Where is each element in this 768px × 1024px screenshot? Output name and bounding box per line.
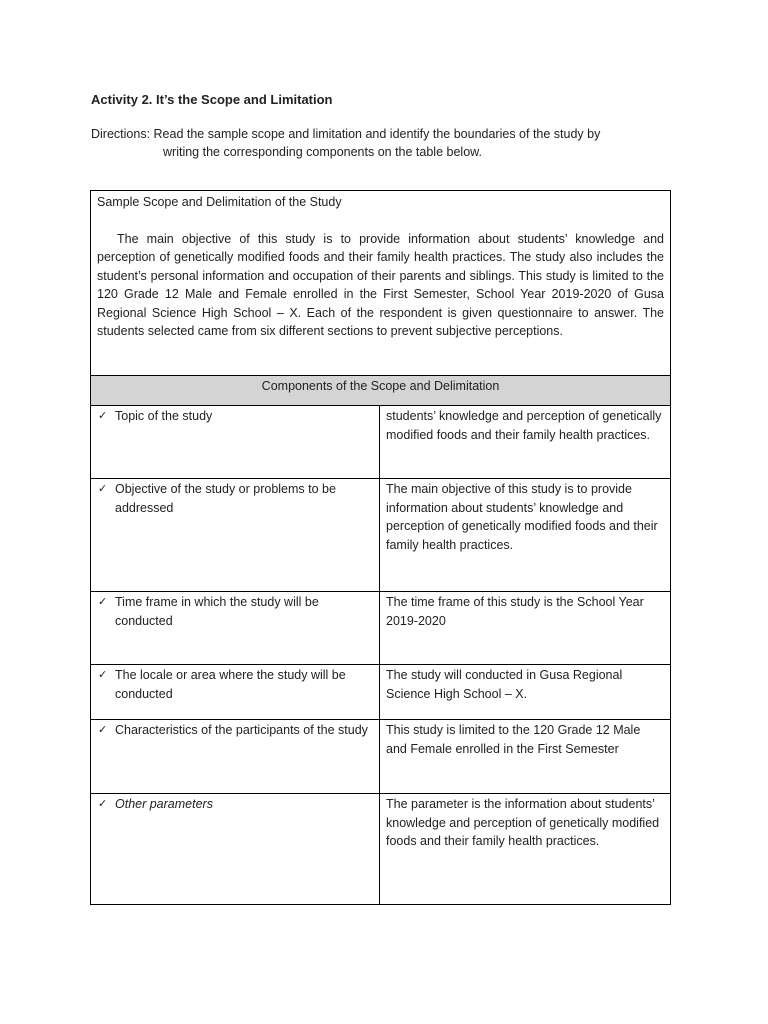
checkmark-icon: ✓ bbox=[98, 797, 108, 810]
directions bbox=[91, 125, 681, 161]
sample-row bbox=[91, 191, 671, 376]
component-label-cell bbox=[91, 479, 380, 592]
activity-title: Activity 2. It’s the Scope and Limitation bbox=[91, 92, 333, 107]
table-row bbox=[91, 720, 671, 794]
table-row bbox=[91, 794, 671, 905]
checkmark-icon: ✓ bbox=[98, 668, 108, 681]
component-label: Time frame in which the study will be conducted bbox=[115, 595, 319, 628]
component-answer: The parameter is the information about students’ knowledge and perception of genetically modified foods and their family health practices. bbox=[380, 794, 671, 905]
component-label: Objective of the study or problems to be addressed bbox=[115, 482, 336, 515]
checkmark-icon: ✓ bbox=[98, 409, 108, 422]
table-row bbox=[91, 479, 671, 592]
component-label: Characteristics of the participants of the study bbox=[115, 723, 368, 737]
component-label-cell bbox=[91, 794, 380, 905]
component-answer: The time frame of this study is the School Year 2019-2020 bbox=[380, 592, 671, 665]
components-header: Components of the Scope and Delimitation bbox=[91, 376, 671, 406]
directions-line-2: writing the corresponding components on the table below. bbox=[163, 145, 482, 159]
table-row bbox=[91, 592, 671, 665]
component-label-cell bbox=[91, 592, 380, 665]
checkmark-icon: ✓ bbox=[98, 595, 108, 608]
component-answer: The study will conducted in Gusa Regional Science High School – X. bbox=[380, 665, 671, 720]
component-answer: This study is limited to the 120 Grade 12 Male and Female enrolled in the First Semester bbox=[380, 720, 671, 794]
checkmark-icon: ✓ bbox=[98, 723, 108, 736]
table-row bbox=[91, 406, 671, 479]
scope-table bbox=[90, 190, 671, 905]
component-answer: students’ knowledge and perception of genetically modified foods and their family health practices. bbox=[380, 406, 671, 479]
components-header-row bbox=[91, 376, 671, 406]
sample-cell bbox=[91, 191, 671, 376]
directions-label: Directions: bbox=[91, 127, 151, 141]
component-label-cell bbox=[91, 665, 380, 720]
component-label-cell bbox=[91, 406, 380, 479]
component-label: Other parameters bbox=[115, 797, 213, 811]
component-label: The locale or area where the study will be conducted bbox=[115, 668, 346, 701]
sample-title: Sample Scope and Delimitation of the Study bbox=[97, 195, 342, 209]
component-answer: The main objective of this study is to provide information about students’ knowledge and perception of genetically modified foods and their family health practices. bbox=[380, 479, 671, 592]
sample-paragraph: The main objective of this study is to provide information about students’ knowledge and perception of genetically modified foods and their family health practices. The study also includes the student’s personal information and occupation of their parents and siblings. This study is limited to the 120 Grade 12 Male and Female enrolled in the First Semester, School Year 2019-2020 of Gusa Regional Science High School – X. Each of the respondent is given questionnaire to answer. The students selected came from six different sections to prevent subjective perceptions. bbox=[97, 231, 664, 338]
table-row bbox=[91, 665, 671, 720]
directions-line-1: Read the sample scope and limitation and identify the boundaries of the study by bbox=[153, 127, 601, 141]
component-label: Topic of the study bbox=[115, 409, 213, 423]
component-label-cell bbox=[91, 720, 380, 794]
checkmark-icon: ✓ bbox=[98, 482, 108, 495]
